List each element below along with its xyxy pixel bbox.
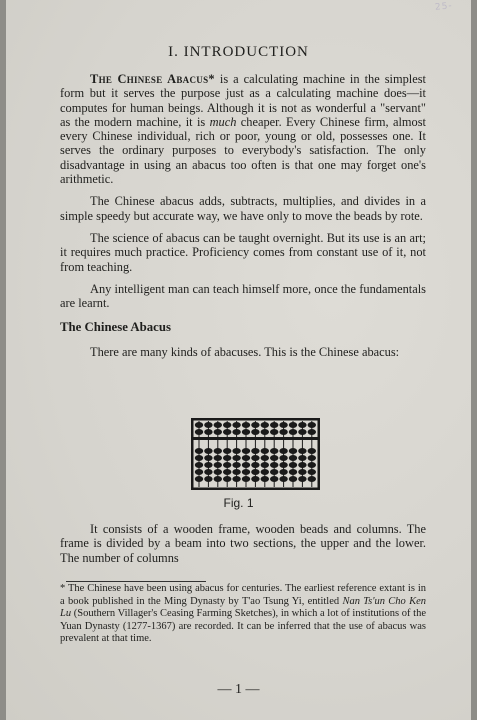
abacus-bead bbox=[242, 469, 250, 475]
abacus-bead bbox=[251, 476, 259, 482]
footnote-rule bbox=[66, 581, 206, 582]
abacus-bead bbox=[214, 455, 222, 461]
abacus-bead bbox=[270, 462, 278, 468]
abacus-bead bbox=[242, 462, 250, 468]
abacus-bead bbox=[223, 476, 231, 482]
abacus-bead bbox=[232, 462, 240, 468]
footnote-text-b: (Southern Villager's Ceasing Farming Sketches), in which a lot of institutions of the Yuan Dynasty (1277-1367) are recorded. It can be inferred that the use of abacus was prevalent at that time. bbox=[60, 608, 426, 645]
footnote bbox=[60, 583, 426, 646]
abacus-bead bbox=[251, 455, 259, 461]
paragraph-science: The science of abacus can be taught overnight. But its use is an art; it requires much practice. Proficiency comes from constant use of it, not from teaching. bbox=[60, 230, 426, 274]
abacus-figure bbox=[191, 418, 320, 490]
paragraph-kinds: There are many kinds of abacuses. This is the Chinese abacus: bbox=[90, 344, 400, 359]
abacus-bead bbox=[289, 462, 297, 468]
abacus-bead bbox=[204, 476, 212, 482]
paragraph-intelligent: Any intelligent man can teach himself more, once the fundamentals are learnt. bbox=[60, 281, 426, 311]
abacus-bead bbox=[251, 469, 259, 475]
body-text-bottom bbox=[60, 522, 426, 573]
abacus-bead bbox=[251, 448, 259, 454]
abacus-bead bbox=[279, 455, 287, 461]
abacus-bead bbox=[223, 448, 231, 454]
abacus-bead bbox=[308, 429, 316, 435]
paragraph-adds: The Chinese abacus adds, subtracts, multiplies, and divides in a simple speedy but accurate way, we have only to move the beads by rote. bbox=[60, 194, 426, 223]
abacus-bead bbox=[195, 476, 203, 482]
abacus-bead bbox=[270, 455, 278, 461]
abacus-bead bbox=[298, 462, 306, 468]
paragraph-consists: It consists of a wooden frame, wooden beads and columns. The frame is divided by a beam into two sections, the upper and the lower. The number of columns bbox=[60, 522, 426, 565]
intro-emphasis: much bbox=[209, 114, 237, 129]
abacus-bead bbox=[289, 476, 297, 482]
abacus-bead bbox=[298, 469, 306, 475]
abacus-bead bbox=[261, 429, 269, 435]
abacus-bead bbox=[308, 448, 316, 454]
abacus-bead bbox=[195, 455, 203, 461]
abacus-bead bbox=[232, 455, 240, 461]
abacus-bead bbox=[223, 429, 231, 435]
figure-caption: Fig. 1 bbox=[223, 496, 254, 510]
abacus-bead bbox=[223, 455, 231, 461]
abacus-bead bbox=[195, 448, 203, 454]
abacus-bead bbox=[308, 455, 316, 461]
abacus-bead bbox=[289, 469, 297, 475]
abacus-bead bbox=[232, 429, 240, 435]
abacus-bead bbox=[270, 422, 278, 428]
abacus-bead bbox=[308, 469, 316, 475]
abacus-bead bbox=[204, 422, 212, 428]
abacus-bead bbox=[289, 455, 297, 461]
abacus-bead bbox=[251, 429, 259, 435]
abacus-bead bbox=[214, 448, 222, 454]
abacus-bead bbox=[214, 422, 222, 428]
abacus-bead bbox=[242, 455, 250, 461]
lead-term: The Chinese Abacus* bbox=[90, 72, 215, 86]
abacus-bead bbox=[279, 448, 287, 454]
abacus-bead bbox=[223, 469, 231, 475]
abacus-bead bbox=[279, 422, 287, 428]
abacus-bead bbox=[298, 429, 306, 435]
abacus-bead bbox=[223, 462, 231, 468]
abacus-bead bbox=[204, 469, 212, 475]
abacus-bead bbox=[270, 469, 278, 475]
abacus-bead bbox=[232, 422, 240, 428]
footnote-text-a: * The Chinese have been using abacus for centuries. The earliest reference extant is in a book published in the Ming Dynasty by T'ao Tsung Yi, entitled bbox=[60, 583, 426, 607]
abacus-bead bbox=[195, 469, 203, 475]
abacus-bead bbox=[279, 469, 287, 475]
intro-text-a: is a calculating machine in the simplest form but it serves the purpose just as a calculating machine does—it computes for human beings. Although it is not as wonderful a "servant" as the modern machine, it is bbox=[60, 72, 427, 129]
abacus-bead bbox=[261, 462, 269, 468]
abacus-bead bbox=[242, 422, 250, 428]
abacus-bead bbox=[261, 469, 269, 475]
abacus-bead bbox=[204, 462, 212, 468]
abacus-bead bbox=[261, 455, 269, 461]
abacus-bead bbox=[223, 422, 231, 428]
abacus-bead bbox=[242, 429, 250, 435]
abacus-bead bbox=[214, 469, 222, 475]
abacus-bead bbox=[232, 448, 240, 454]
abacus-bead bbox=[279, 462, 287, 468]
abacus-bead bbox=[204, 429, 212, 435]
intro-text-b: cheaper. Every Chinese firm, almost every Chinese individual, rich or poor, young or old, possesses one. It serves the ordinary purposes to everybody's satisfaction. The only disadvantage in using an abacus too often is that one may forget one's arithmetic. bbox=[60, 114, 426, 187]
abacus-bead bbox=[204, 455, 212, 461]
abacus-bead bbox=[298, 476, 306, 482]
abacus-bead bbox=[232, 469, 240, 475]
abacus-bead bbox=[298, 455, 306, 461]
abacus-bead bbox=[261, 422, 269, 428]
abacus-bead bbox=[279, 429, 287, 435]
book-page bbox=[6, 0, 471, 720]
abacus-bead bbox=[289, 422, 297, 428]
page-number: — 1 — bbox=[217, 682, 260, 697]
abacus-bead bbox=[308, 476, 316, 482]
abacus-bead bbox=[195, 429, 203, 435]
abacus-bead bbox=[298, 422, 306, 428]
intro-paragraph bbox=[60, 72, 426, 186]
chapter-heading: I. INTRODUCTION bbox=[168, 44, 309, 60]
abacus-bead bbox=[289, 429, 297, 435]
abacus-bead bbox=[270, 448, 278, 454]
abacus-bead bbox=[195, 422, 203, 428]
body-text-top bbox=[60, 72, 426, 367]
abacus-bead bbox=[251, 462, 259, 468]
abacus-bead bbox=[214, 476, 222, 482]
abacus-bead bbox=[289, 448, 297, 454]
abacus-bead bbox=[232, 476, 240, 482]
abacus-bead bbox=[214, 429, 222, 435]
abacus-bead bbox=[270, 429, 278, 435]
abacus-bead bbox=[195, 462, 203, 468]
abacus-bead bbox=[242, 448, 250, 454]
footnote-title: Nan Ts'un Cho Ken Lu bbox=[60, 595, 426, 620]
abacus-bead bbox=[242, 476, 250, 482]
abacus-bead bbox=[204, 448, 212, 454]
abacus-bead bbox=[251, 422, 259, 428]
abacus-bead bbox=[308, 422, 316, 428]
abacus-bead bbox=[298, 448, 306, 454]
abacus-bead bbox=[261, 476, 269, 482]
pencil-annotation: 25- bbox=[434, 1, 454, 13]
abacus-bead bbox=[261, 448, 269, 454]
abacus-bead bbox=[214, 462, 222, 468]
abacus-bead bbox=[279, 476, 287, 482]
abacus-bead bbox=[308, 462, 316, 468]
section-subheading: The Chinese Abacus bbox=[60, 320, 171, 335]
abacus-bead bbox=[270, 476, 278, 482]
